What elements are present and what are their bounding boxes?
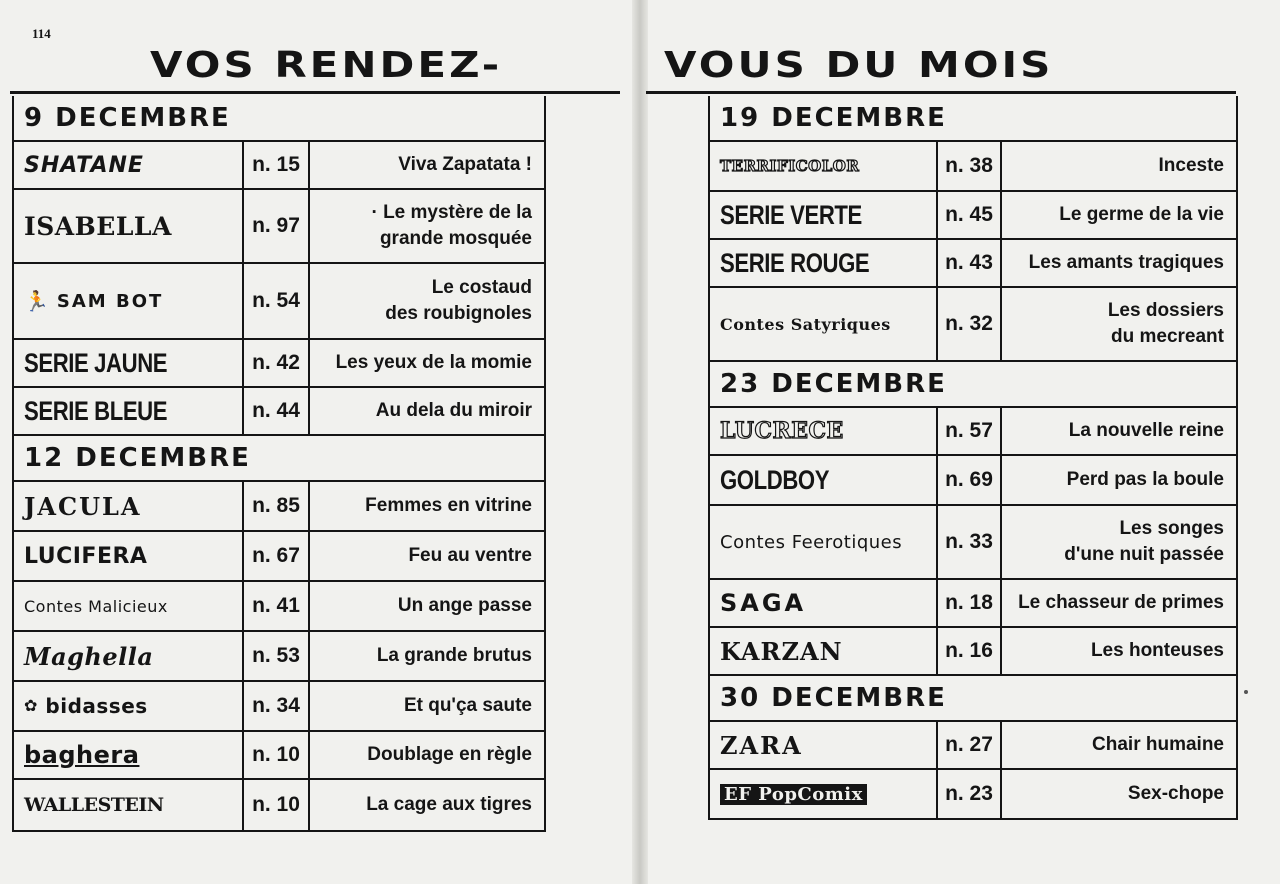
series-logo: ZARA xyxy=(720,730,803,760)
series-cell xyxy=(710,142,938,190)
issue-number: n. 10 xyxy=(244,780,310,830)
story-title: Les dossiers du mecreant xyxy=(1107,300,1224,347)
table-row xyxy=(14,340,544,388)
table-row xyxy=(710,628,1236,676)
series-cell xyxy=(710,506,938,578)
series-logo: bidasses xyxy=(45,694,148,718)
story-title: Les yeux de la momie xyxy=(335,352,532,374)
series-logo: SHATANE xyxy=(24,152,144,178)
story-title: Et qu'ça saute xyxy=(403,695,532,717)
story-title: Feu au ventre xyxy=(408,545,532,567)
issue-number: n. 54 xyxy=(244,264,310,338)
series-logo: Contes Malicieux xyxy=(24,596,168,616)
story-title: Chair humaine xyxy=(1092,734,1224,756)
series-logo: JACULA xyxy=(24,491,142,521)
title-rule-left xyxy=(10,91,620,94)
issue-number: n. 38 xyxy=(938,142,1002,190)
story-title: Les songes d'une nuit passée xyxy=(1064,518,1224,565)
schedule-left xyxy=(12,96,546,832)
issue-number: n. 53 xyxy=(244,632,310,680)
issue-number: n. 43 xyxy=(938,240,1002,286)
story-title: Inceste xyxy=(1158,155,1224,177)
table-row xyxy=(710,288,1236,362)
series-cell xyxy=(14,582,244,630)
table-row xyxy=(14,482,544,532)
table-row xyxy=(710,142,1236,192)
table-row xyxy=(14,142,544,190)
book-gutter xyxy=(632,0,648,884)
series-name: SERIE JAUNE xyxy=(24,347,168,378)
story-title: La grande brutus xyxy=(376,645,532,667)
series-name: GOLDBOY xyxy=(720,464,830,495)
series-cell xyxy=(14,632,244,680)
title-right: VOUS DU MOIS xyxy=(664,44,1054,86)
issue-number: n. 45 xyxy=(938,192,1002,238)
series-cell xyxy=(710,580,938,626)
series-cell xyxy=(710,240,938,286)
series-cell xyxy=(710,456,938,504)
series-logo: LUCRECE xyxy=(720,418,844,444)
table-row xyxy=(14,264,544,340)
series-logo: TERRIFICOLOR xyxy=(720,157,860,175)
table-row xyxy=(710,192,1236,240)
series-logo: Contes Feerotiques xyxy=(720,531,903,553)
series-cell xyxy=(710,288,938,360)
issue-number: n. 69 xyxy=(938,456,1002,504)
table-row xyxy=(14,682,544,732)
issue-number: n. 15 xyxy=(244,142,310,188)
story-title: Viva Zapatata ! xyxy=(398,154,532,176)
series-name: SERIE ROUGE xyxy=(720,247,870,278)
table-row xyxy=(14,780,544,830)
issue-number: n. 23 xyxy=(938,770,1002,818)
series-cell xyxy=(710,770,938,818)
title-rule-right xyxy=(646,91,1236,94)
story-title: Un ange passe xyxy=(397,595,532,617)
series-logo: Contes Satyriques xyxy=(720,314,891,334)
title-left: VOS RENDEZ- xyxy=(150,44,503,86)
story-title: Le chasseur de primes xyxy=(1018,592,1224,614)
issue-number: n. 27 xyxy=(938,722,1002,768)
story-title: Sex-chope xyxy=(1127,783,1224,805)
story-title: Le germe de la vie xyxy=(1059,204,1224,226)
series-name: SERIE BLEUE xyxy=(24,395,168,426)
series-cell xyxy=(710,408,938,454)
issue-number: n. 41 xyxy=(244,582,310,630)
issue-number: n. 10 xyxy=(244,732,310,778)
story-title: Perd pas la boule xyxy=(1066,469,1224,491)
table-row xyxy=(14,388,544,436)
series-cell xyxy=(14,780,244,830)
table-row xyxy=(14,582,544,632)
series-logo: WALLESTEIN xyxy=(24,794,164,816)
story-title: Femmes en vitrine xyxy=(365,495,532,517)
series-logo: SAM BOT xyxy=(56,290,164,312)
series-cell xyxy=(14,264,244,338)
issue-number: n. 18 xyxy=(938,580,1002,626)
story-title: La cage aux tigres xyxy=(366,794,532,816)
issue-number: n. 34 xyxy=(244,682,310,730)
issue-number: n. 33 xyxy=(938,506,1002,578)
series-cell xyxy=(14,482,244,530)
issue-number: n. 97 xyxy=(244,190,310,262)
series-logo: LUCIFERA xyxy=(24,543,148,569)
flower-icon: ✿ xyxy=(24,698,38,715)
issue-number: n. 42 xyxy=(244,340,310,386)
schedule-right xyxy=(708,96,1238,820)
story-title: Les amants tragiques xyxy=(1028,252,1224,274)
series-cell xyxy=(14,142,244,188)
series-name: SERIE VERTE xyxy=(720,199,862,230)
date-heading: 12 DECEMBRE xyxy=(14,436,544,482)
series-cell xyxy=(14,532,244,580)
series-cell xyxy=(710,192,938,238)
paper-speck xyxy=(1244,690,1248,694)
series-cell xyxy=(710,628,938,674)
story-title: La nouvelle reine xyxy=(1068,420,1224,442)
page-number: 114 xyxy=(32,26,51,41)
issue-number: n. 67 xyxy=(244,532,310,580)
series-logo: baghera xyxy=(24,741,140,769)
issue-number: n. 44 xyxy=(244,388,310,434)
issue-number: n. 16 xyxy=(938,628,1002,674)
table-row xyxy=(710,770,1236,818)
issue-number: n. 57 xyxy=(938,408,1002,454)
story-title: Doublage en règle xyxy=(367,744,532,766)
running-man-icon: 🏃 xyxy=(24,290,49,313)
table-row xyxy=(14,190,544,264)
issue-number: n. 85 xyxy=(244,482,310,530)
series-logo: SAGA xyxy=(720,589,807,617)
series-logo: KARZAN xyxy=(720,636,843,666)
date-heading: 30 DECEMBRE xyxy=(710,676,1236,722)
table-row xyxy=(14,532,544,582)
series-cell xyxy=(710,722,938,768)
story-title: Au dela du miroir xyxy=(375,400,532,422)
series-cell xyxy=(14,388,244,434)
series-cell xyxy=(14,682,244,730)
date-heading: 23 DECEMBRE xyxy=(710,362,1236,408)
table-row xyxy=(14,732,544,780)
table-row xyxy=(710,506,1236,580)
series-logo: Maghella xyxy=(24,641,154,671)
table-row xyxy=(710,456,1236,506)
series-cell xyxy=(14,340,244,386)
table-row xyxy=(14,632,544,682)
story-title: · Le mystère de la grande mosquée xyxy=(371,202,532,249)
series-logo: EF PopComix xyxy=(720,784,867,805)
series-cell xyxy=(14,732,244,778)
series-logo: ISABELLA xyxy=(24,211,172,241)
series-cell xyxy=(14,190,244,262)
table-row xyxy=(710,722,1236,770)
story-title: Les honteuses xyxy=(1090,640,1224,662)
story-title: Le costaud des roubignoles xyxy=(385,277,532,324)
issue-number: n. 32 xyxy=(938,288,1002,360)
table-row xyxy=(710,580,1236,628)
date-heading: 19 DECEMBRE xyxy=(710,96,1236,142)
table-row xyxy=(710,240,1236,288)
table-row xyxy=(710,408,1236,456)
date-heading: 9 DECEMBRE xyxy=(14,96,544,142)
